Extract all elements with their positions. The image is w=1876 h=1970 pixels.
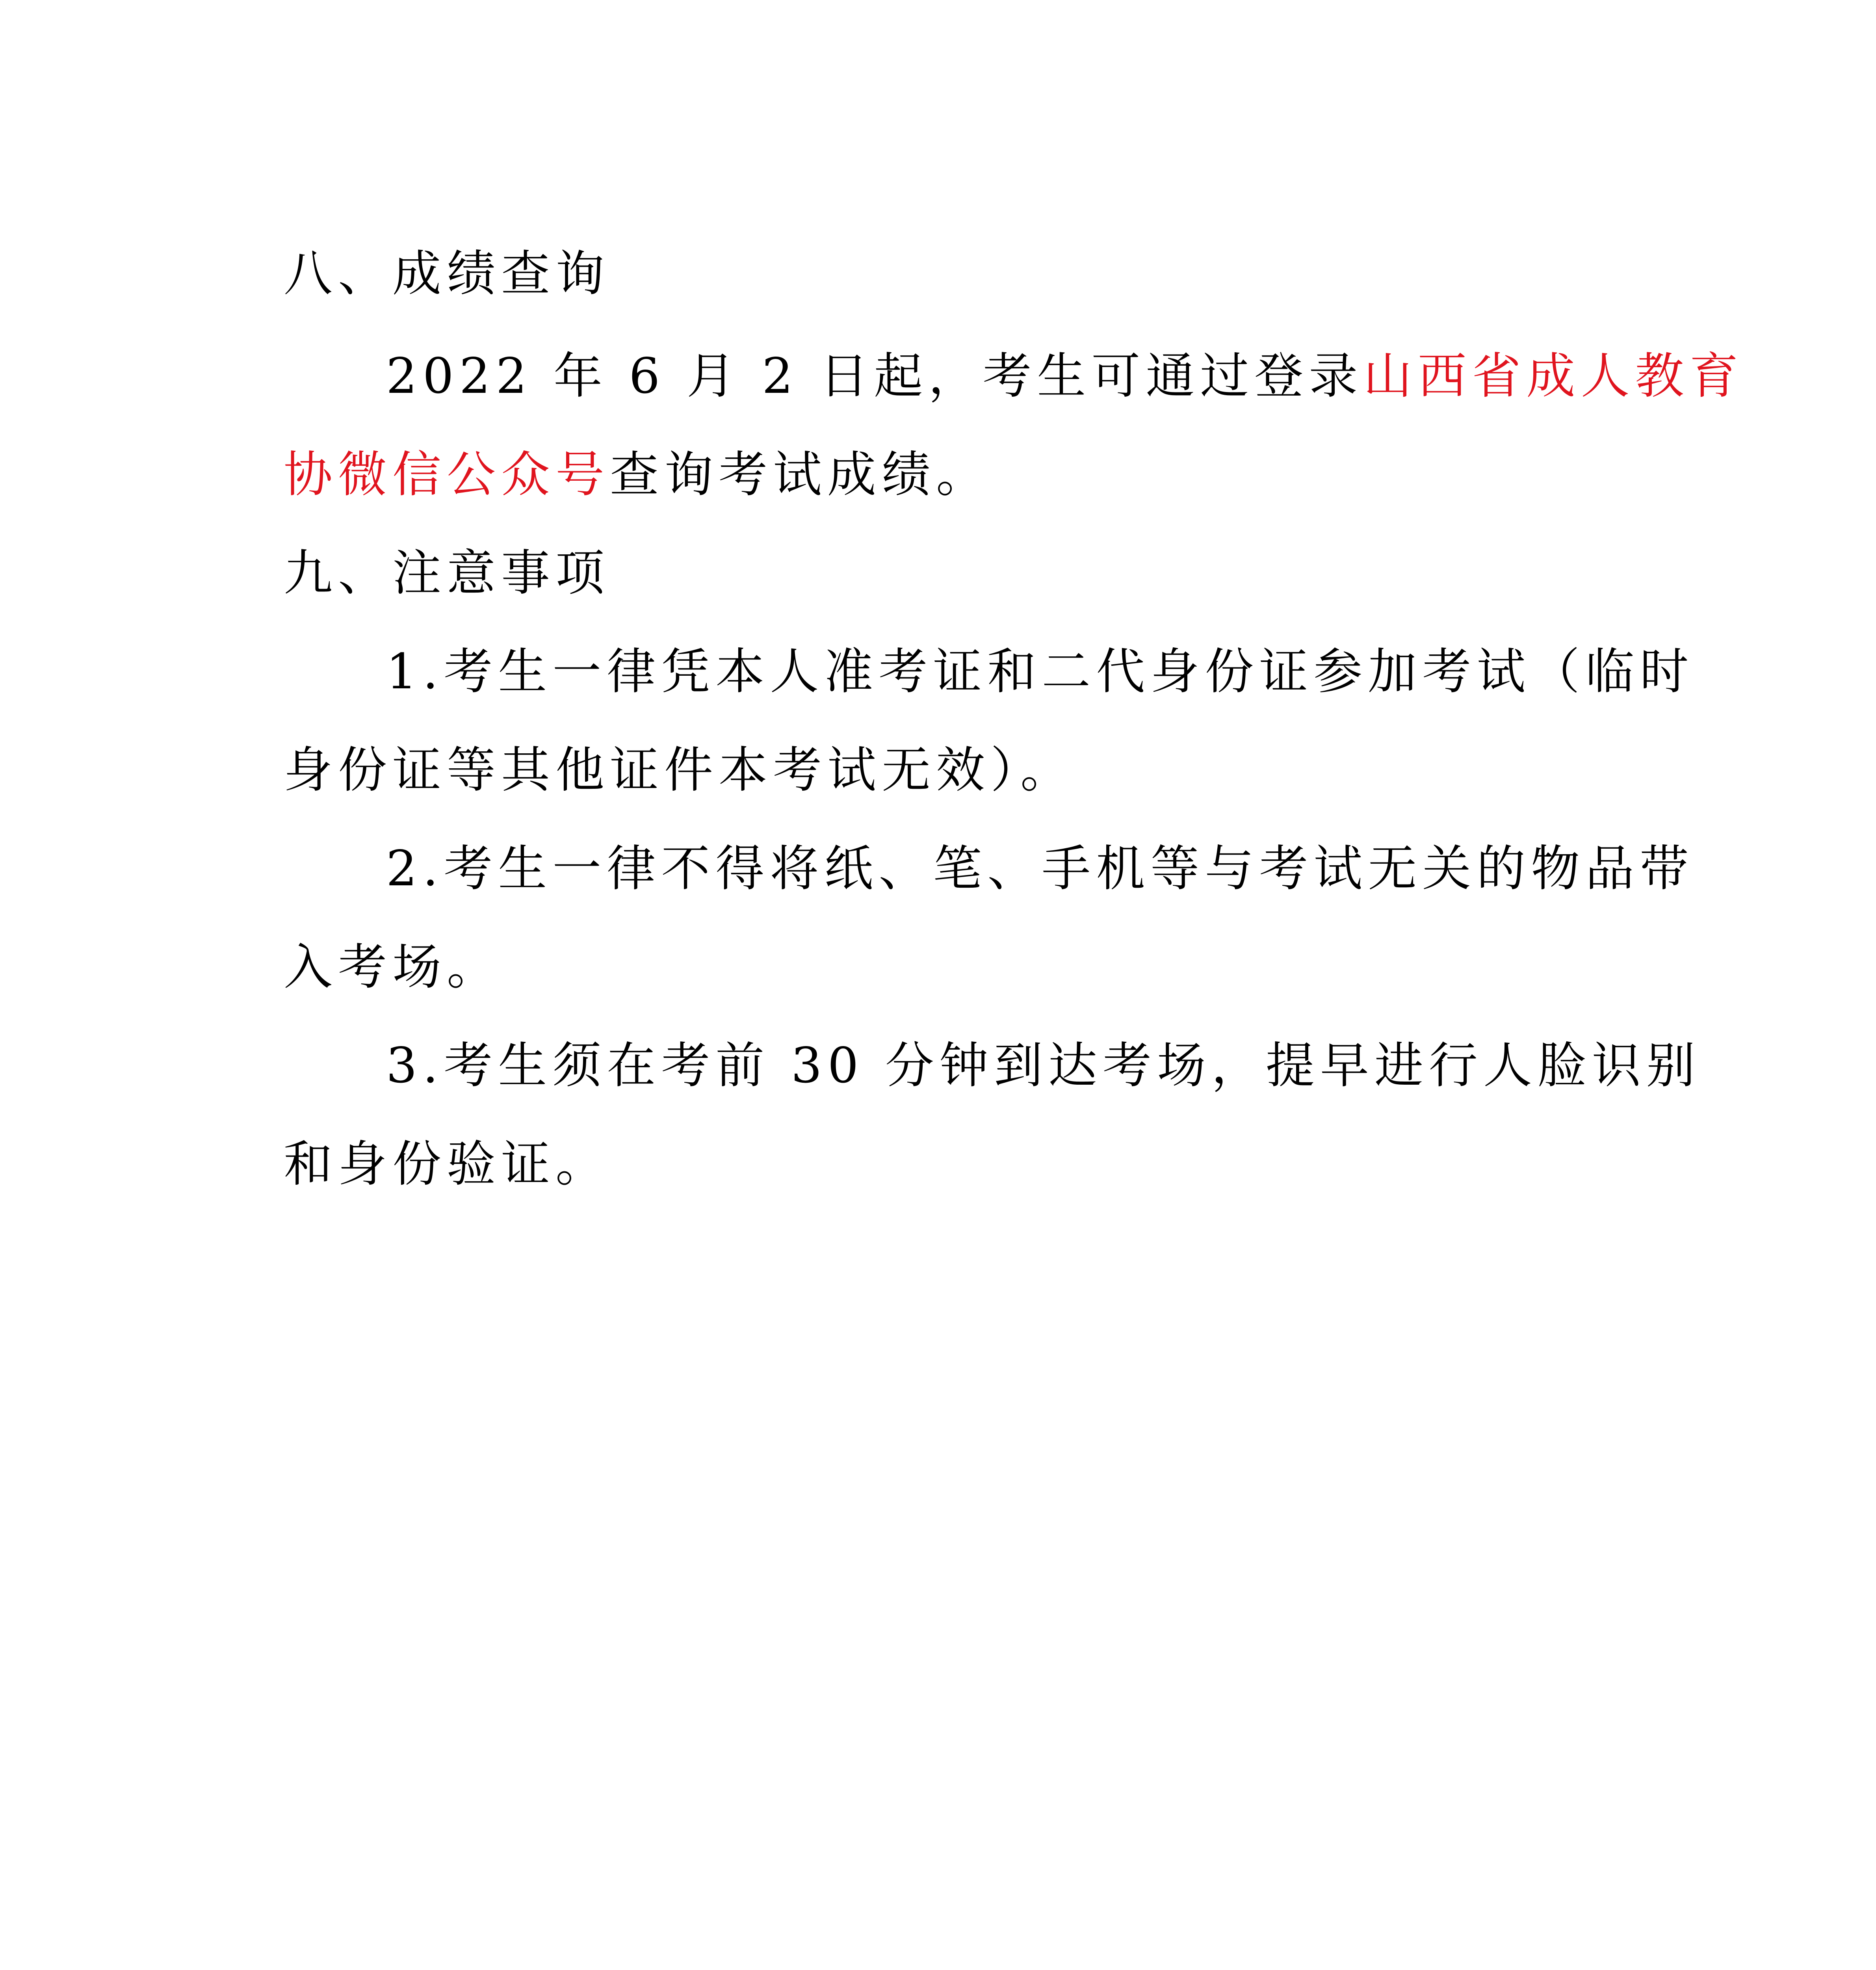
section-8-text: 2022 年 6 月 2 日起，考生可通过登录 xyxy=(386,348,1363,405)
section-8-heading: 八、成绩查询 xyxy=(284,245,610,302)
section-9-heading: 九、注意事项 xyxy=(284,545,610,602)
association-name-link[interactable]: 山西省成人教育 xyxy=(1363,348,1744,405)
notice-item-2-line-2: 入考场。 xyxy=(284,939,502,996)
wechat-account-link[interactable]: 协微信公众号 xyxy=(284,446,610,503)
notice-item-3-line-2: 和身份验证。 xyxy=(284,1136,610,1193)
notice-item-1-line-1: 1.考生一律凭本人准考证和二代身份证参加考试（临时 xyxy=(386,643,1694,700)
notice-item-1-line-2: 身份证等其他证件本考试无效）。 xyxy=(284,742,1075,799)
section-8-text-end: 查询考试成绩。 xyxy=(610,446,991,503)
section-8-paragraph-line-2 xyxy=(284,445,1599,504)
notice-item-3-line-1: 3.考生须在考前 30 分钟到达考场，提早进行人脸识别 xyxy=(386,1037,1701,1094)
section-8-paragraph-line-1 xyxy=(386,347,1744,406)
notice-item-2-line-1: 2.考生一律不得将纸、笔、手机等与考试无关的物品带 xyxy=(386,840,1694,897)
